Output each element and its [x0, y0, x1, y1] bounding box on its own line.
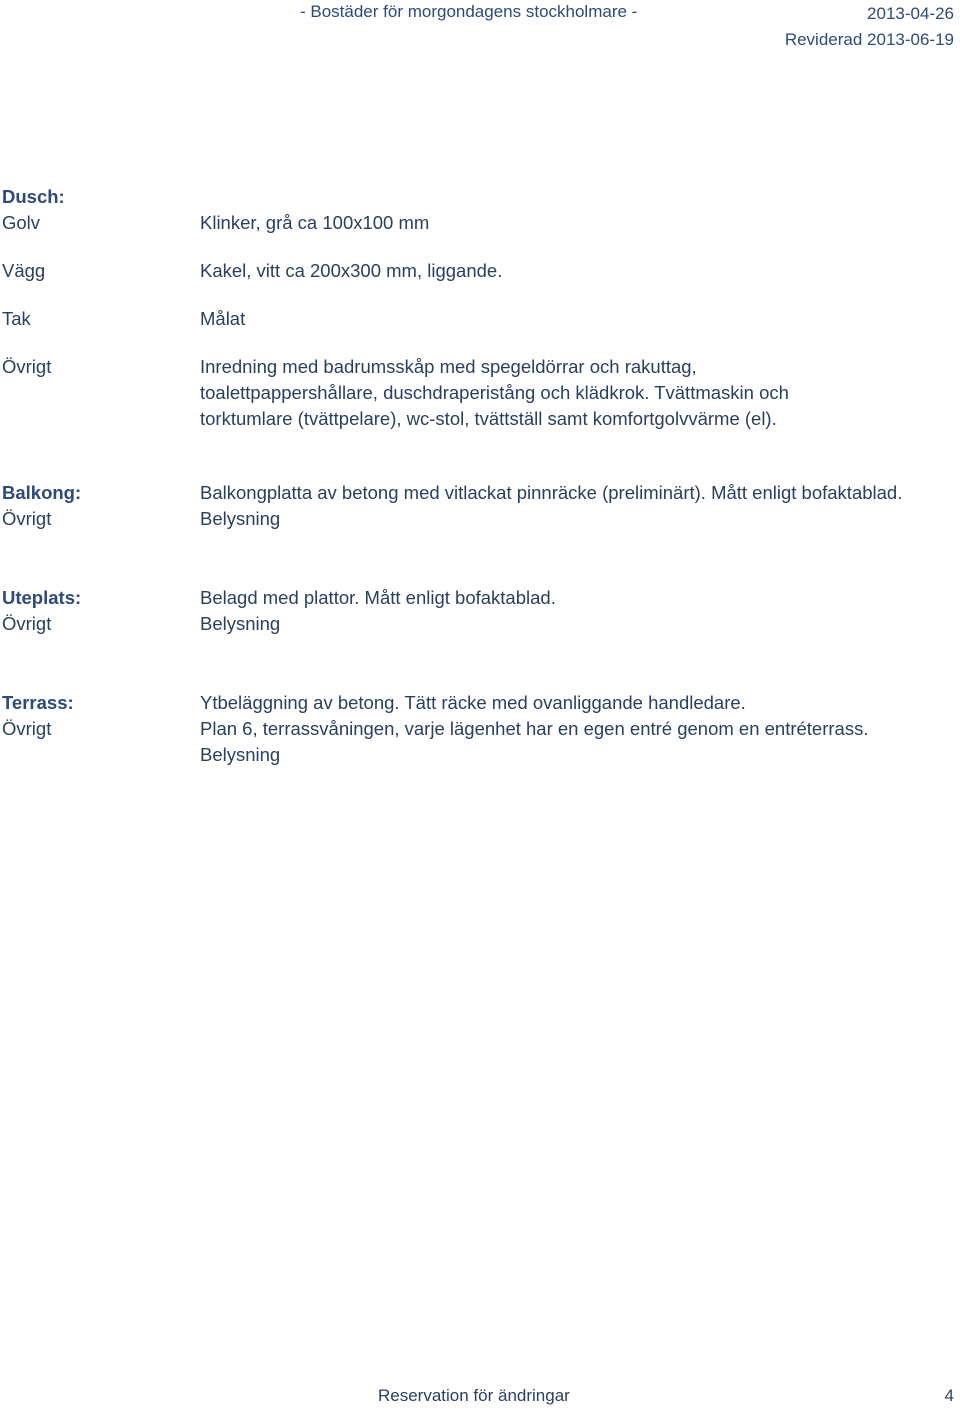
footer-disclaimer: Reservation för ändringar: [378, 1386, 570, 1405]
label-golv: Golv: [2, 212, 41, 233]
value-uteplats-description: Belagd med plattor. Mått enligt bofaktablad.: [200, 587, 556, 608]
value-terrass-description: Ytbeläggning av betong. Tätt räcke med ovanliggande handledare.: [200, 692, 746, 713]
section-balkong: [2, 480, 952, 532]
document-date: 2013-04-26: [867, 4, 954, 23]
value-ovrigt-line: Inredning med badrumsskåp med spegeldörrar och rakuttag,: [200, 356, 697, 377]
document-title: - Bostäder för morgondagens stockholmare -: [300, 2, 638, 21]
value-terrass-belysning: Belysning: [200, 744, 281, 765]
value-ovrigt-line: torktumlare (tvättpelare), wc-stol, tvättställ samt komfortgolvvärme (el).: [200, 408, 777, 429]
section-heading-dusch: Dusch:: [2, 186, 65, 207]
label-tak: Tak: [2, 308, 31, 329]
label-ovrigt: Övrigt: [2, 508, 52, 529]
label-ovrigt: Övrigt: [2, 718, 52, 739]
page-number: 4: [944, 1386, 954, 1405]
value-balkong-belysning: Belysning: [200, 508, 281, 529]
value-vagg: Kakel, vitt ca 200x300 mm, liggande.: [200, 260, 503, 281]
section-dusch: [2, 184, 952, 432]
section-heading-balkong: Balkong:: [2, 482, 82, 503]
label-ovrigt: Övrigt: [2, 613, 52, 634]
label-ovrigt: Övrigt: [2, 356, 52, 377]
value-golv: Klinker, grå ca 100x100 mm: [200, 212, 430, 233]
value-terrass-plan: Plan 6, terrassvåningen, varje lägenhet har en egen entré genom en entréterrass.: [200, 718, 869, 739]
value-uteplats-belysning: Belysning: [200, 613, 281, 634]
section-uteplats: [2, 585, 952, 637]
value-tak: Målat: [200, 308, 246, 329]
section-heading-uteplats: Uteplats:: [2, 587, 82, 608]
value-balkong-description: Balkongplatta av betong med vitlackat pinnräcke (preliminärt). Mått enligt bofaktablad.: [200, 482, 903, 503]
section-terrass: [2, 690, 952, 768]
value-ovrigt-line: toalettpappershållare, duschdraperistång och klädkrok. Tvättmaskin och: [200, 382, 789, 403]
label-vagg: Vägg: [2, 260, 46, 281]
section-heading-terrass: Terrass:: [2, 692, 74, 713]
revision-date: Reviderad 2013-06-19: [784, 30, 954, 49]
